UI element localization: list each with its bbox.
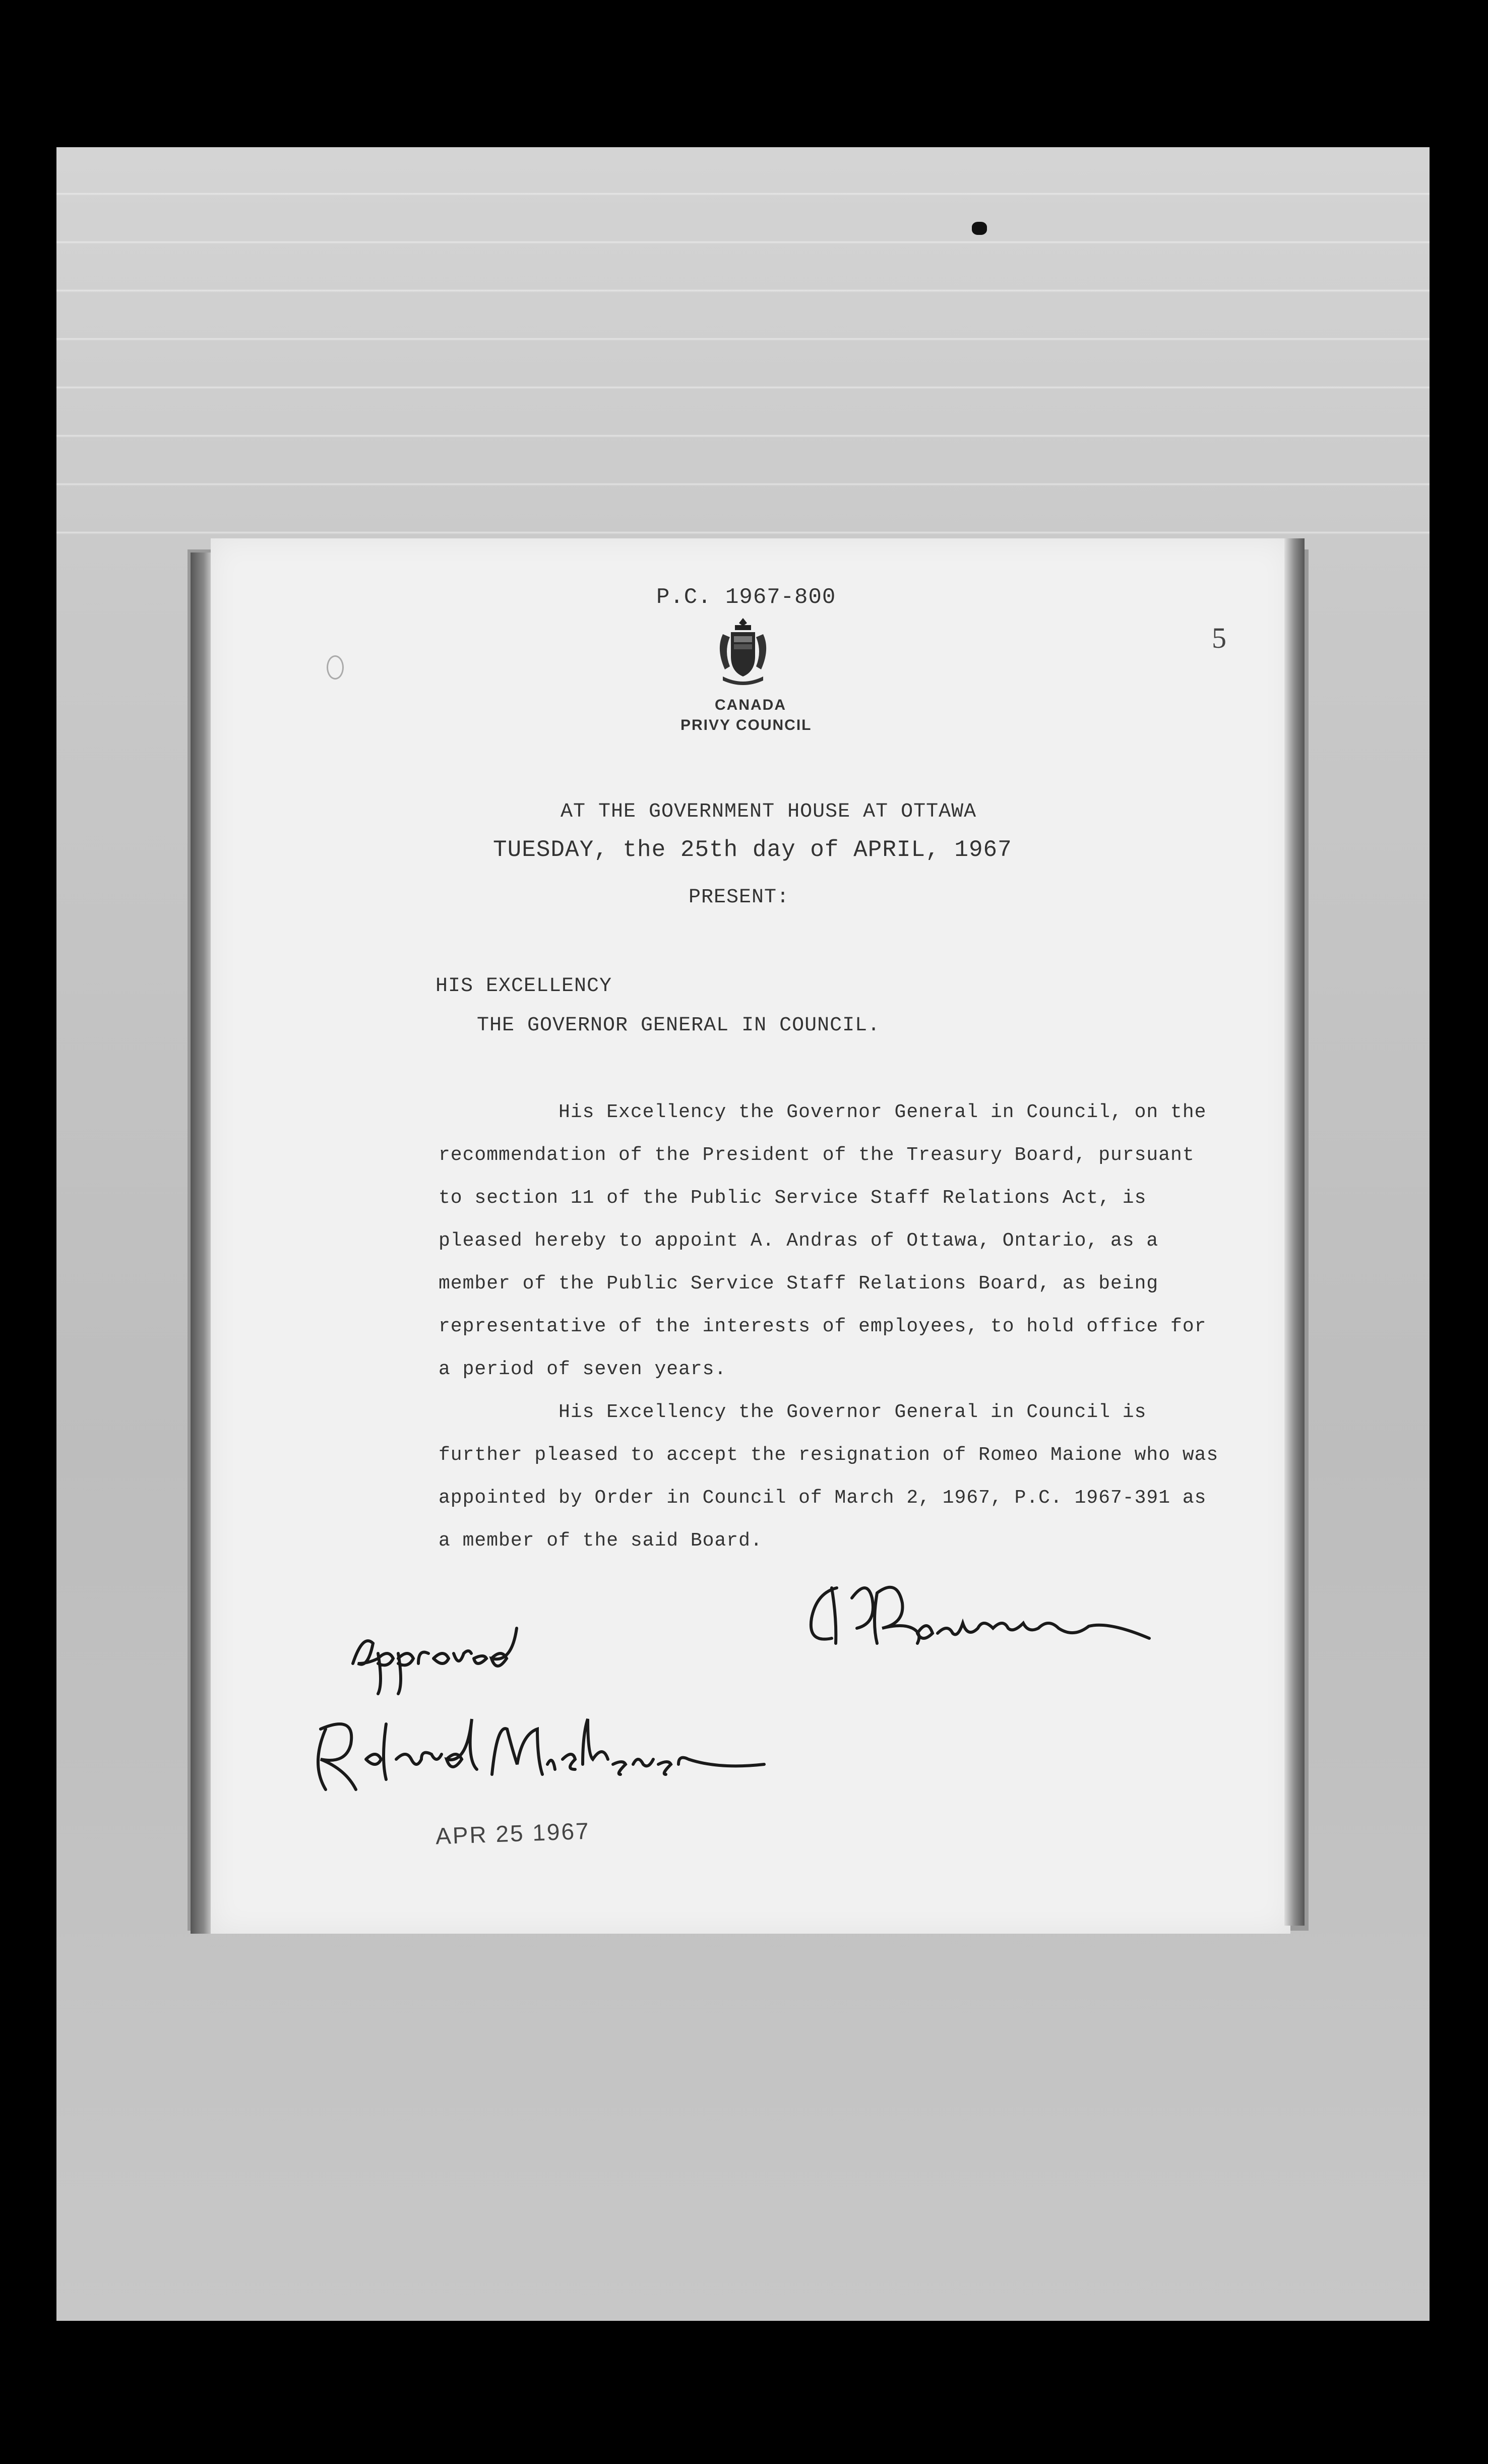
film-streaks <box>56 147 1430 550</box>
page-number: 5 <box>1212 622 1227 654</box>
body-line: a member of the said Board. <box>439 1530 763 1552</box>
film-speck <box>972 222 987 235</box>
body-line: to section 11 of the Public Service Staff Relations Act, is <box>439 1187 1147 1209</box>
sheet-right-edge <box>1284 538 1305 1926</box>
body-line: pleased hereby to appoint A. Andras of Ottawa, Ontario, as a <box>439 1230 1159 1252</box>
body-line: appointed by Order in Council of March 2, 1967, P.C. 1967-391 as <box>439 1487 1207 1509</box>
emblem-line-privy-council: PRIVY COUNCIL <box>680 717 812 733</box>
body-line: a period of seven years. <box>439 1359 727 1380</box>
body-line: further pleased to accept the resignation of Romeo Maione who was <box>439 1444 1219 1466</box>
location-line: AT THE GOVERNMENT HOUSE AT OTTAWA <box>561 800 977 823</box>
approval-date-stamp: APR 25 1967 <box>435 1817 591 1850</box>
body-line: His Excellency the Governor General in Council is <box>439 1401 1147 1423</box>
hole-punch-mark <box>327 655 344 680</box>
addressee-line-1: HIS EXCELLENCY <box>436 975 612 998</box>
canada-coat-of-arms-icon <box>713 616 773 687</box>
addressee-line-2: THE GOVERNOR GENERAL IN COUNCIL. <box>477 1014 881 1037</box>
body-line: member of the Public Service Staff Relations Board, as being <box>439 1273 1159 1295</box>
date-line: TUESDAY, the 25th day of APRIL, 1967 <box>493 837 1012 863</box>
order-body <box>439 1091 1219 1562</box>
emblem-line-canada: CANADA <box>715 697 786 713</box>
pearson-signature <box>801 1578 1164 1664</box>
body-line: recommendation of the President of the Treasury Board, pursuant <box>439 1144 1195 1166</box>
approved-handwriting <box>348 1623 560 1699</box>
body-line: representative of the interests of employees, to hold office for <box>439 1316 1207 1337</box>
body-line: His Excellency the Governor General in Council, on the <box>439 1101 1207 1123</box>
sheet-left-edge <box>191 552 213 1934</box>
order-number: P.C. 1967-800 <box>656 585 836 610</box>
michener-signature <box>305 1709 774 1805</box>
present-heading: PRESENT: <box>689 886 790 909</box>
